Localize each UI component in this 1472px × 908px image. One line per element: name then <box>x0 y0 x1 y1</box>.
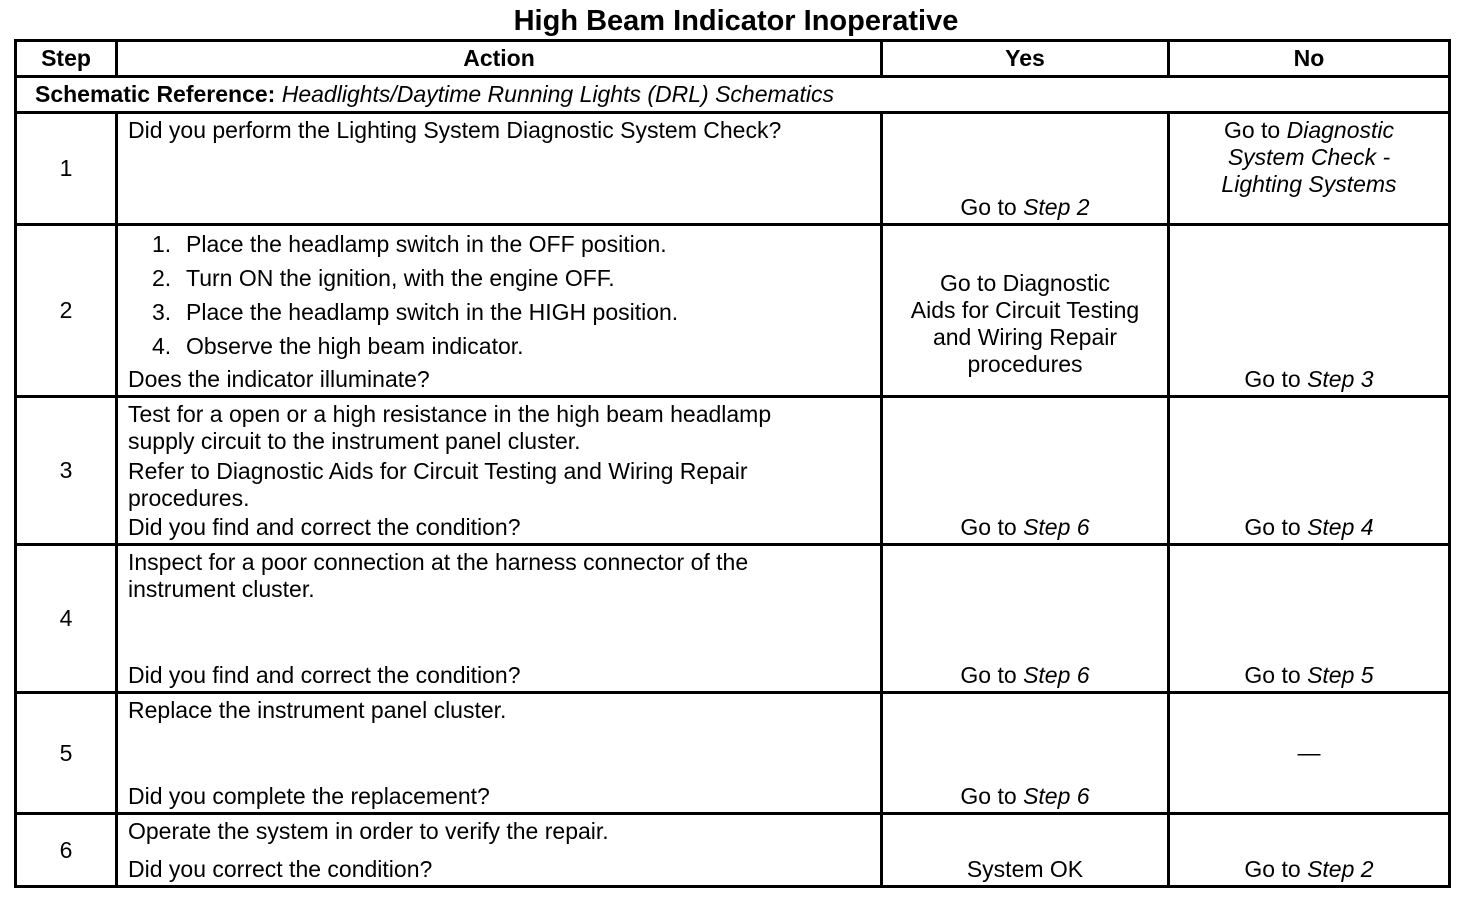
header-row <box>16 41 1450 77</box>
header-no: No <box>1169 41 1450 77</box>
step-number: 6 <box>16 814 117 887</box>
no-result[interactable] <box>1170 856 1448 883</box>
result-line: and Wiring Repair <box>932 324 1118 350</box>
action-line: Operate the system in order to verify the repair. <box>128 818 609 844</box>
header-yes: Yes <box>882 41 1169 77</box>
result-line: Aids for Circuit Testing <box>910 297 1140 323</box>
no-cell <box>1169 225 1450 397</box>
action-question: Did you complete the replacement? <box>128 783 490 809</box>
goto-text: Go to <box>960 514 1017 540</box>
goto-step-link[interactable]: Step 2 <box>1023 194 1090 220</box>
step-number: 3 <box>16 397 117 545</box>
no-result[interactable] <box>1170 662 1448 689</box>
yes-cell <box>882 545 1169 693</box>
yes-cell <box>882 113 1169 225</box>
procedure-item: Observe the high beam indicator. <box>186 333 524 359</box>
action-cell <box>117 397 882 545</box>
no-cell <box>1169 814 1450 887</box>
goto-text: Go to <box>960 662 1017 688</box>
diagnostic-table <box>14 39 1451 888</box>
goto-link-line[interactable]: System Check - <box>1227 144 1391 170</box>
action-cell <box>117 225 882 397</box>
yes-result[interactable] <box>883 194 1167 221</box>
no-cell <box>1169 545 1450 693</box>
goto-step-link[interactable]: Step 6 <box>1023 783 1090 809</box>
action-question: Does the indicator illuminate? <box>128 366 430 392</box>
goto-text: Go to <box>1223 117 1281 143</box>
table-row <box>16 693 1450 814</box>
action-line: supply circuit to the instrument panel cluster. <box>128 428 581 454</box>
table-row <box>16 545 1450 693</box>
yes-result[interactable] <box>883 783 1167 810</box>
procedure-item: Place the headlamp switch in the HIGH position. <box>186 299 679 325</box>
goto-text: Go to <box>1244 662 1301 688</box>
action-cell <box>117 545 882 693</box>
action-line: instrument cluster. <box>128 576 315 602</box>
table-row <box>16 397 1450 545</box>
table-row <box>16 113 1450 225</box>
procedure-item: Place the headlamp switch in the OFF position. <box>186 231 667 257</box>
goto-step-link[interactable]: Step 2 <box>1307 856 1374 882</box>
step-number: 1 <box>16 113 117 225</box>
page-title: High Beam Indicator Inoperative <box>513 5 959 37</box>
no-result-dash: — <box>1297 739 1321 766</box>
step-number: 2 <box>16 225 117 397</box>
yes-result[interactable] <box>883 270 1167 378</box>
yes-cell <box>882 225 1169 397</box>
yes-cell <box>882 693 1169 814</box>
goto-step-link[interactable]: Step 5 <box>1307 662 1374 688</box>
table-row <box>16 814 1450 887</box>
goto-link-line[interactable]: Lighting Systems <box>1221 171 1397 197</box>
schematic-reference <box>16 77 1450 113</box>
action-line: Replace the instrument panel cluster. <box>128 697 507 723</box>
schematic-link[interactable]: Headlights/Daytime Running Lights (DRL) Schematics <box>281 81 834 107</box>
no-cell <box>1169 693 1450 814</box>
action-line: Test for a open or a high resistance in the high beam headlamp <box>128 401 772 427</box>
procedure-list <box>128 231 872 360</box>
action-question: Did you find and correct the condition? <box>128 662 521 688</box>
action-question: Did you correct the condition? <box>128 856 433 882</box>
action-cell <box>117 814 882 887</box>
no-cell <box>1169 113 1450 225</box>
schematic-row <box>16 77 1450 113</box>
schematic-label: Schematic Reference: <box>35 81 276 107</box>
action-question: Did you find and correct the condition? <box>128 514 521 540</box>
no-result[interactable] <box>1170 117 1448 198</box>
goto-link-line[interactable]: Diagnostic <box>1286 117 1395 143</box>
yes-result[interactable] <box>883 662 1167 689</box>
step-number: 5 <box>16 693 117 814</box>
yes-result[interactable] <box>883 514 1167 541</box>
result-line: Go to Diagnostic <box>939 270 1111 296</box>
goto-text: Go to <box>1244 366 1301 392</box>
action-question: Did you perform the Lighting System Diagnostic System Check? <box>128 117 782 143</box>
goto-step-link[interactable]: Step 3 <box>1307 366 1374 392</box>
procedure-item: Turn ON the ignition, with the engine OFF. <box>186 265 615 291</box>
action-line: Inspect for a poor connection at the harness connector of the <box>128 549 749 575</box>
yes-cell <box>882 814 1169 887</box>
no-result[interactable] <box>1170 514 1448 541</box>
goto-step-link[interactable]: Step 6 <box>1023 514 1090 540</box>
goto-step-link[interactable]: Step 6 <box>1023 662 1090 688</box>
goto-text: Go to <box>1244 856 1301 882</box>
action-line: procedures. <box>128 485 250 511</box>
step-number: 4 <box>16 545 117 693</box>
yes-result: System OK <box>966 856 1084 882</box>
yes-cell <box>882 397 1169 545</box>
no-result[interactable] <box>1170 366 1448 393</box>
header-action: Action <box>117 41 882 77</box>
goto-text: Go to <box>960 783 1017 809</box>
header-step: Step <box>16 41 117 77</box>
action-line: Refer to Diagnostic Aids for Circuit Testing and Wiring Repair <box>128 458 748 484</box>
no-cell <box>1169 397 1450 545</box>
result-line: procedures <box>967 351 1083 377</box>
table-row <box>16 225 1450 397</box>
action-cell <box>117 693 882 814</box>
goto-text: Go to <box>1244 514 1301 540</box>
goto-step-link[interactable]: Step 4 <box>1307 514 1374 540</box>
goto-text: Go to <box>960 194 1017 220</box>
action-cell <box>117 113 882 225</box>
